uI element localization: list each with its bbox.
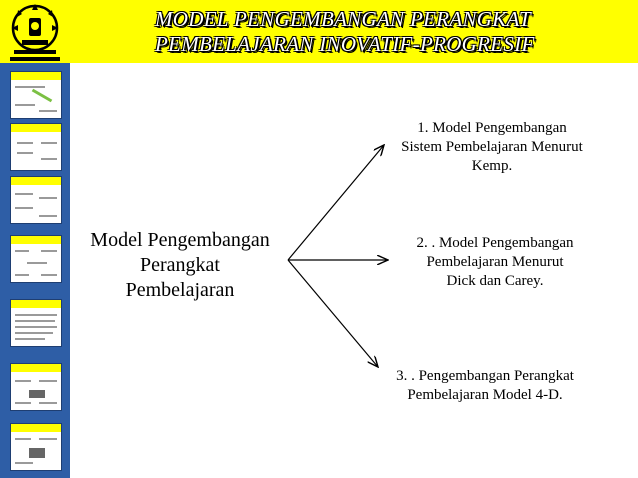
arrow-to-item-3 — [288, 260, 378, 367]
model-item-2-line-1: 2. . Model Pengembangan — [416, 235, 574, 251]
model-item-3-line-2: Pembelajaran Model 4-D. — [407, 387, 563, 403]
model-item-3 — [385, 367, 585, 405]
model-item-2-line-2: Pembelajaran Menurut — [426, 254, 564, 270]
model-item-2 — [405, 234, 585, 291]
source-line-2: Perangkat — [140, 254, 220, 276]
arrow-to-item-1 — [288, 145, 384, 260]
model-item-3-line-1: 3. . Pengembangan Perangkat — [396, 368, 574, 384]
model-item-1-line-2: Sistem Pembelajaran Menurut — [401, 139, 583, 155]
slide-title-line-2: PEMBELAJARAN INOVATIF-PROGRESIF — [155, 32, 535, 56]
model-item-2-line-3: Dick dan Carey. — [446, 273, 544, 289]
model-item-1-line-1: 1. Model Pengembangan — [417, 120, 567, 136]
source-line-1: Model Pengembangan — [90, 229, 270, 251]
slide-title-line-1: MODEL PENGEMBANGAN PERANGKAT — [155, 7, 531, 31]
model-item-1-line-3: Kemp. — [471, 158, 513, 174]
model-item-1 — [392, 119, 592, 176]
source-line-3: Pembelajaran — [125, 279, 235, 301]
